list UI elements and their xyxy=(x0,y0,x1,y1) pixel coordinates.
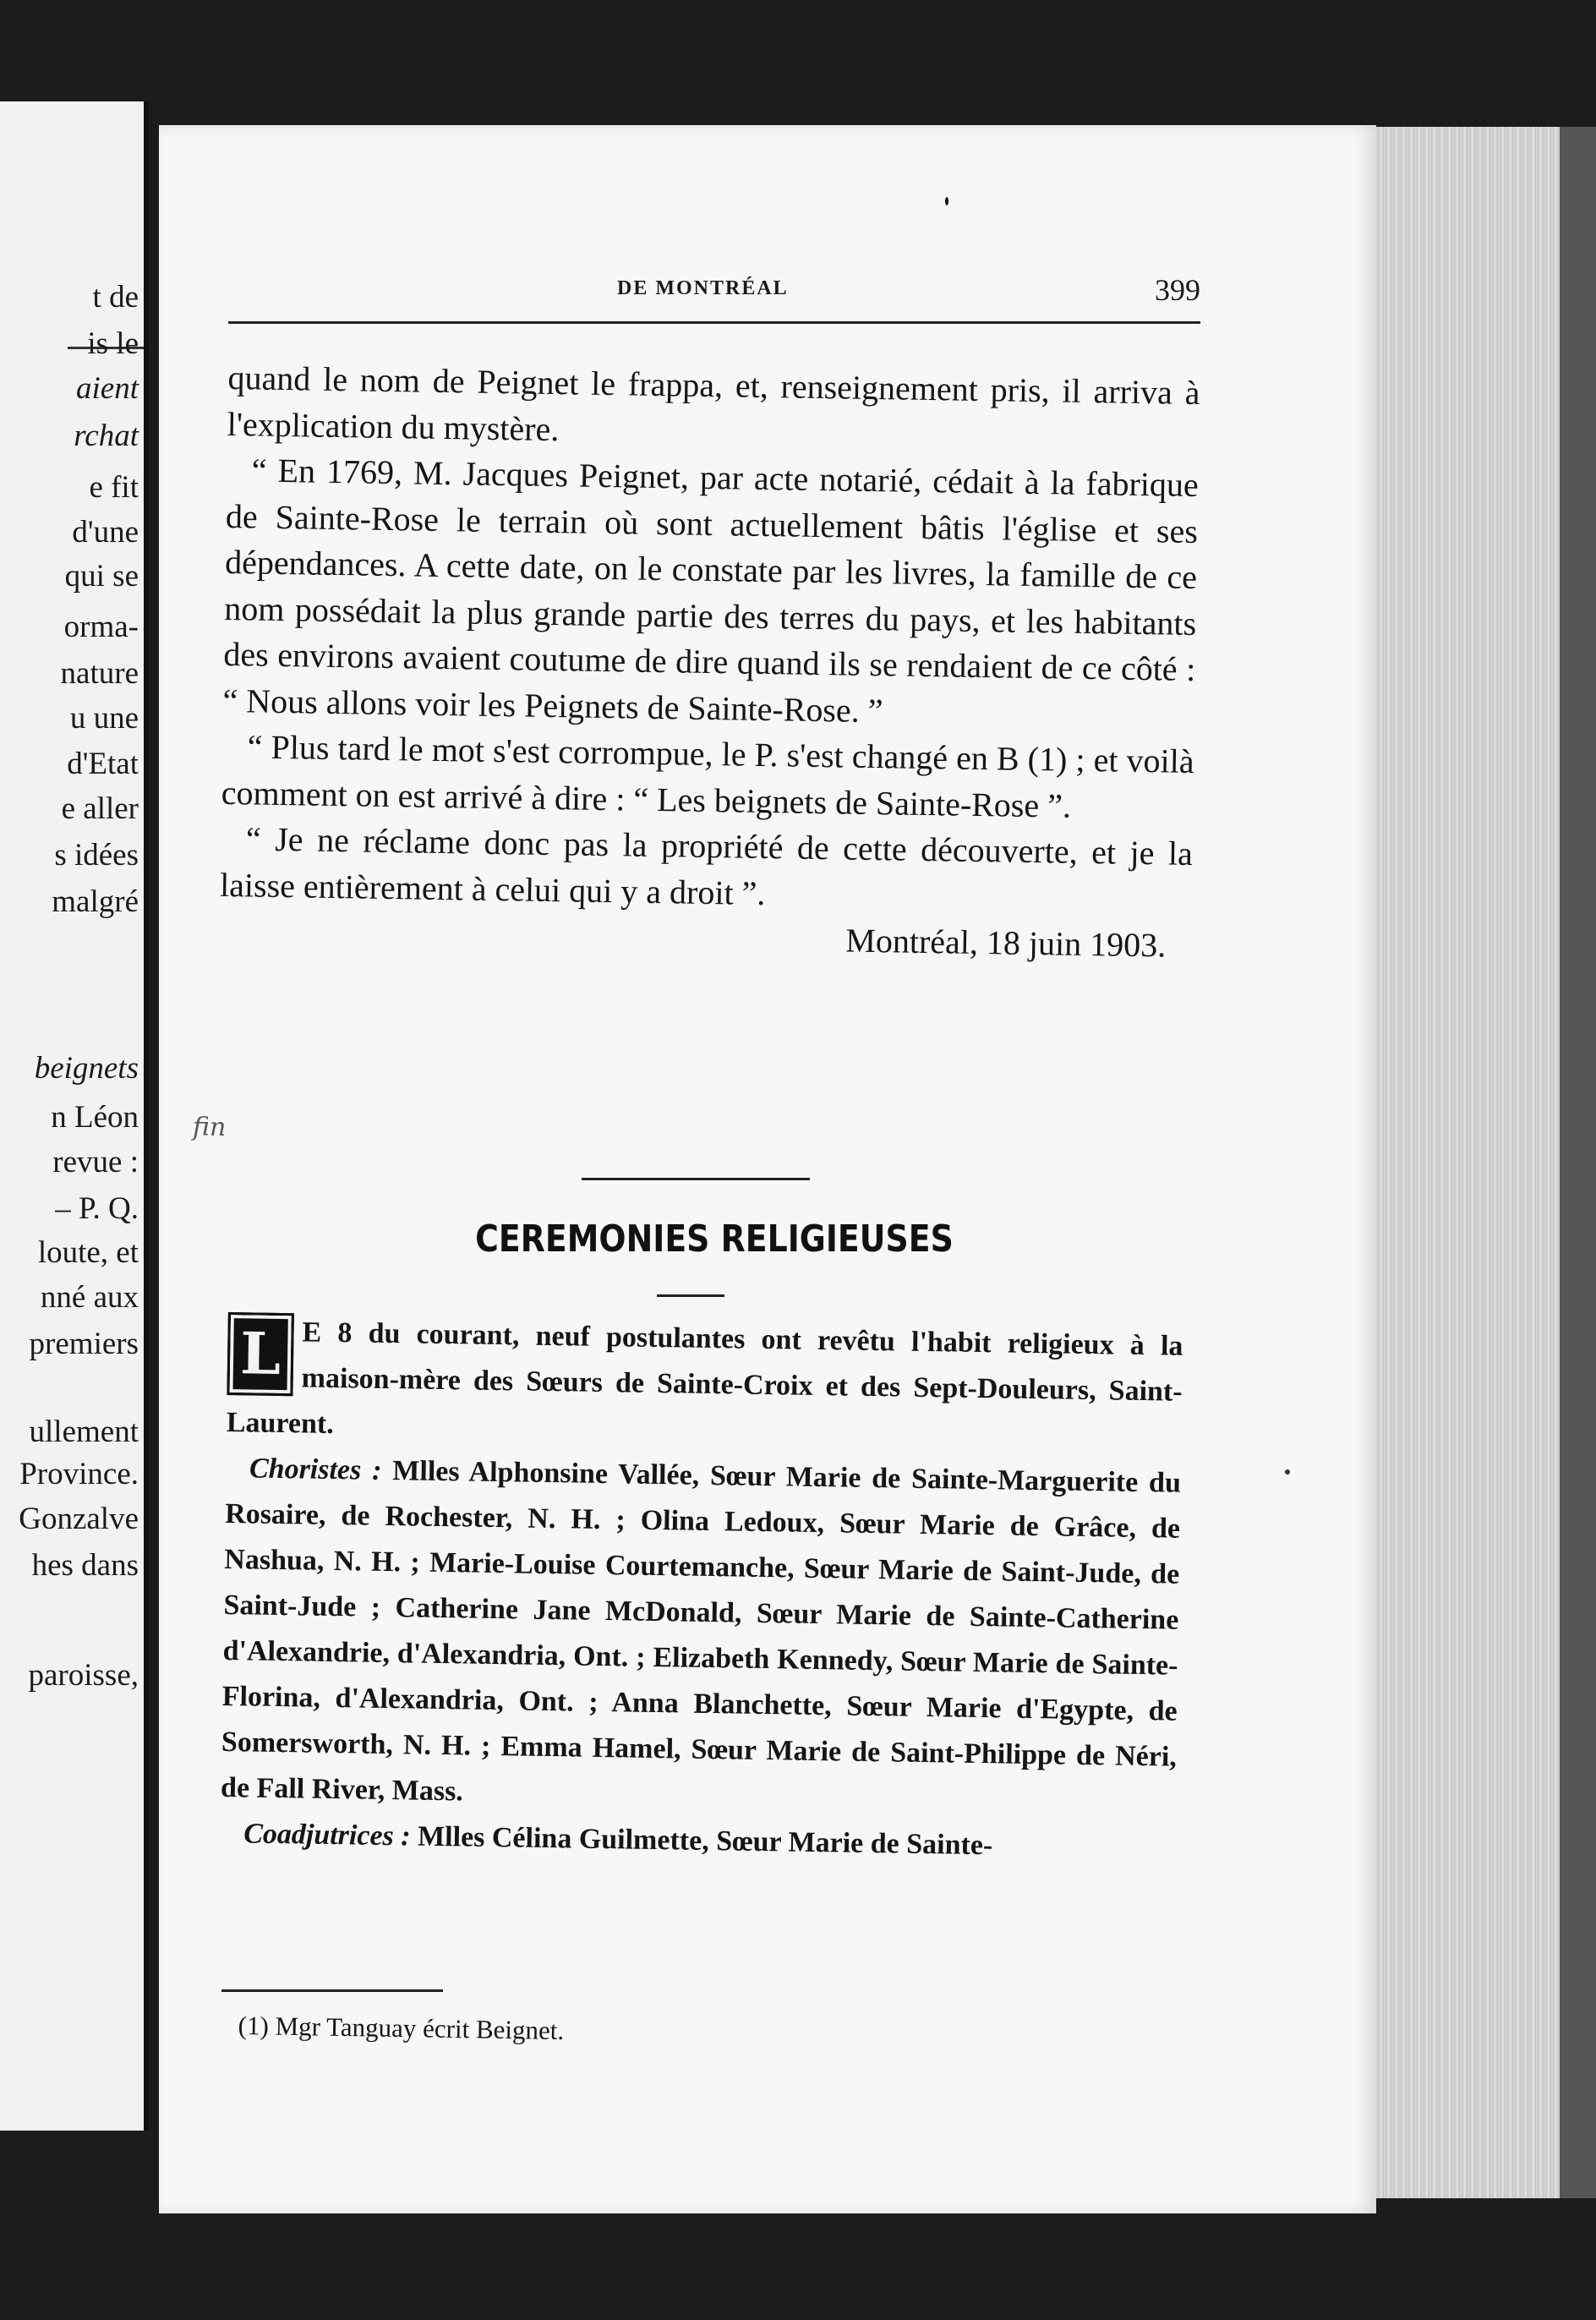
page-header xyxy=(228,272,1200,315)
choristes-paragraph xyxy=(221,1446,1182,1826)
left-page-fragment: s idées xyxy=(54,838,139,873)
left-page-fragment: hes dans xyxy=(31,1548,139,1583)
paragraph: “ Plus tard le mot s'est corrompue, le P. s'est changé en B (1) ; et voilà comment on est arrivé à dire : “ Les beignets de Sainte-Rose ”. xyxy=(221,727,1194,825)
left-page-fragment: d'une xyxy=(72,515,139,550)
left-page-fragment: malgré xyxy=(52,884,139,919)
left-page-fragment: orma- xyxy=(63,610,139,644)
left-page-fragment: u une xyxy=(69,701,139,736)
paragraph: “ En 1769, M. Jacques Peignet, par acte notarié, cédait à la fabrique de Sainte-Rose le terrain où sont actuellement bâtis l'église et ses dépendances. A cette date, on le constate par les livres, la famille de ce nom possédait la plus grande partie des terres du pays, et les habitants des environs avaient coutume de dire quand ils se rendaient de ce côté : “ Nous allons voir les Peignets de Sainte-Rose. ” xyxy=(222,451,1200,730)
left-page-fragment: d'Etat xyxy=(67,747,139,781)
intro-text: E 8 du courant, neuf postulantes ont revêtu l'habit religieux à la maison-mère des Sœurs de Sainte-Croix et des Sept-Douleurs, Saint-Laurent. xyxy=(226,1316,1183,1440)
coadjutrices-label: Coadjutrices : xyxy=(243,1818,411,1852)
left-page-fragment: rchat xyxy=(74,419,139,453)
left-page-fragment: e fit xyxy=(89,470,139,505)
left-page-fragment: n Léon xyxy=(51,1100,139,1135)
book-cover-edge xyxy=(1560,127,1596,2198)
left-page-fragment: aient xyxy=(76,371,139,406)
left-page-fragment: e aller xyxy=(61,791,139,826)
left-page-fragment: is le xyxy=(87,326,139,361)
left-page-fragment: premiers xyxy=(29,1327,139,1361)
left-page-fragment: qui se xyxy=(64,559,139,594)
choristes-text: Mlles Alphonsine Vallée, Sœur Marie de Sainte-Marguerite du Rosaire, de Rochester, N. H. ; Olina Ledoux, Sœur Marie de Grâce, de Nashua, N. H. ; Marie-Louise Courtemanche, Sœur Marie de Saint-Jude, de Saint-Jude ; Catherine Jane McDonald, Sœur Marie de Sainte-Catherine d'Alexandrie, d'Alexandria, Ont. ; Elizabeth Kennedy, Sœur Marie de Sainte-Florina, d'Alexandria, Ont. ; Anna Blanchette, Sœur Marie d'Egypte, de Somersworth, N. H. ; Emma Hamel, Sœur Marie de Saint-Philippe de Néri, de Fall River, Mass. xyxy=(220,1455,1182,1808)
left-page-fragment: ullement xyxy=(29,1414,139,1449)
speck xyxy=(1285,1469,1290,1475)
paragraph: “ Je ne réclame donc pas la propriété de cette découverte, et je la laisse entièrement à celui qui y a droit ”. xyxy=(219,819,1194,912)
ceremony-text xyxy=(220,1309,1183,1872)
left-page-fragment: – P. Q. xyxy=(55,1191,139,1226)
left-page-fragment: t de xyxy=(92,280,139,315)
header-rule xyxy=(228,321,1200,324)
separator-rule xyxy=(582,1178,810,1180)
paragraph: quand le nom de Peignet le frappa, et, renseignement pris, il arriva à l'explication du mystère. xyxy=(227,358,1200,448)
left-page-fragment: loute, et xyxy=(37,1235,139,1270)
left-page-fragment: nné aux xyxy=(40,1280,139,1315)
left-page-fragment: paroisse, xyxy=(28,1658,139,1693)
footnote: (1) Mgr Tanguay écrit Beignet. xyxy=(238,2011,565,2046)
page-number: 399 xyxy=(1155,273,1200,307)
section-title: CEREMONIES RELIGIEUSES xyxy=(475,1217,954,1261)
left-page-fragment: Gonzalve xyxy=(19,1502,139,1536)
drop-cap: L xyxy=(227,1312,294,1396)
left-facing-page xyxy=(0,101,149,2131)
coadjutrices-text: Mlles Célina Guilmette, Sœur Marie de Sainte- xyxy=(417,1820,993,1862)
left-page-fragment: nature xyxy=(60,656,139,691)
margin-note: fin xyxy=(193,1113,227,1142)
section-title-rule xyxy=(657,1294,724,1297)
signature: Montréal, 18 juin 1903. xyxy=(845,921,1167,965)
running-title: DE MONTRÉAL xyxy=(617,277,789,299)
choristes-label: Choristes : xyxy=(249,1453,382,1486)
left-page-fragment: Province. xyxy=(19,1457,139,1491)
left-page-fragment: beignets xyxy=(34,1051,139,1086)
speck xyxy=(945,197,948,205)
footnote-rule xyxy=(221,1989,443,1992)
article-body xyxy=(219,355,1200,969)
left-page-fragment: revue : xyxy=(52,1145,139,1179)
intro-paragraph xyxy=(226,1309,1183,1461)
